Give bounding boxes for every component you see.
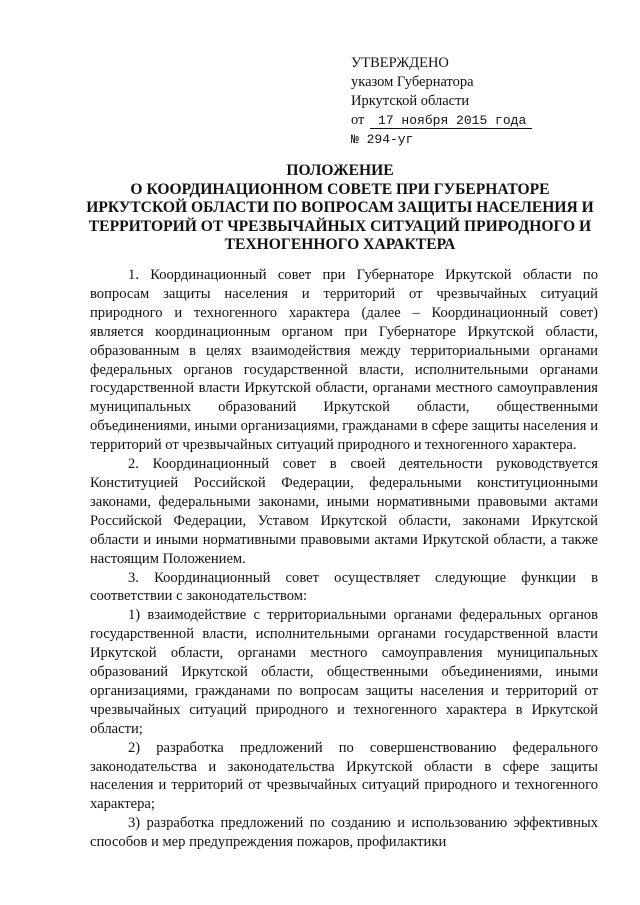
approval-date: 17 ноября 2015 года (370, 113, 532, 129)
approval-block (351, 54, 532, 149)
approval-date-line (351, 111, 532, 130)
paragraph-2: 2. Координационный совет в своей деятельности руководствуется Конституцией Российской Федерации, федеральными конституционными законами, федеральными законами, иными нормативными правовыми актами Российской Федерации, Уставом Иркутской области, законами Иркутской области и иными нормативными правовыми актами Иркутской области, а также настоящим Положением. (90, 456, 598, 567)
title-line-4: ТЕРРИТОРИЙ ОТ ЧРЕЗВЫЧАЙНЫХ СИТУАЦИЙ ПРИРОДНОГО И (88, 217, 592, 235)
title-line-2: О КООРДИНАЦИОННОМ СОВЕТЕ ПРИ ГУБЕРНАТОРЕ (130, 180, 550, 198)
title-line-1: ПОЛОЖЕНИЕ (286, 162, 394, 179)
subitem-3: 3) разработка предложений по созданию и использованию эффективных способов и мер предупреждения пожаров, профилактики (90, 815, 598, 851)
approval-region: Иркутской области (351, 93, 470, 109)
document-body (90, 266, 598, 852)
paragraph-3: 3. Координационный совет осуществляет следующие функции в соответствии с законодательством: (90, 569, 598, 605)
approval-heading: УТВЕРЖДЕНО (351, 55, 449, 71)
document-title (80, 162, 600, 255)
title-line-3: ИРКУТСКОЙ ОБЛАСТИ ПО ВОПРОСАМ ЗАЩИТЫ НАСЕЛЕНИЯ И (86, 199, 594, 216)
title-line-5: ТЕХНОГЕННОГО ХАРАКТЕРА (224, 236, 456, 253)
approval-number: № 294-уг (351, 132, 414, 147)
subitem-1: 1) взаимодействие с территориальными органами федеральных органов государственной власти, исполнительными органами государственной власти Иркутской области, органами местного самоуправления муниципальных образований Иркутской области, общественными объединениями, иными организациями, гражданами по вопросам защиты населения и территорий от чрезвычайных ситуаций природного и техногенного характера в Иркутской области; (90, 607, 598, 737)
subitem-2: 2) разработка предложений по совершенствованию федерального законодательства и законодательства Иркутской области в сфере защиты населения и территорий от чрезвычайных ситуаций природного и техногенного характера; (90, 739, 598, 813)
paragraph-1: 1. Координационный совет при Губернаторе Иркутской области по вопросам защиты населения и территорий от чрезвычайных ситуаций природного и техногенного характера (далее – Координационный совет) является координационным органом при Губернаторе Иркутской области, образованным в целях взаимодействия между территориальными органами федеральных органов государственной власти, исполнительными органами государственной власти Иркутской области, органами местного самоуправления муниципальных образований Иркутской области, общественными объединениями, иными организациями, гражданами в сфере защиты населения и территорий от чрезвычайных ситуаций природного и техногенного характера. (90, 267, 598, 454)
approval-decree: указом Губернатора (351, 74, 474, 90)
approval-date-prefix: от (351, 112, 365, 128)
